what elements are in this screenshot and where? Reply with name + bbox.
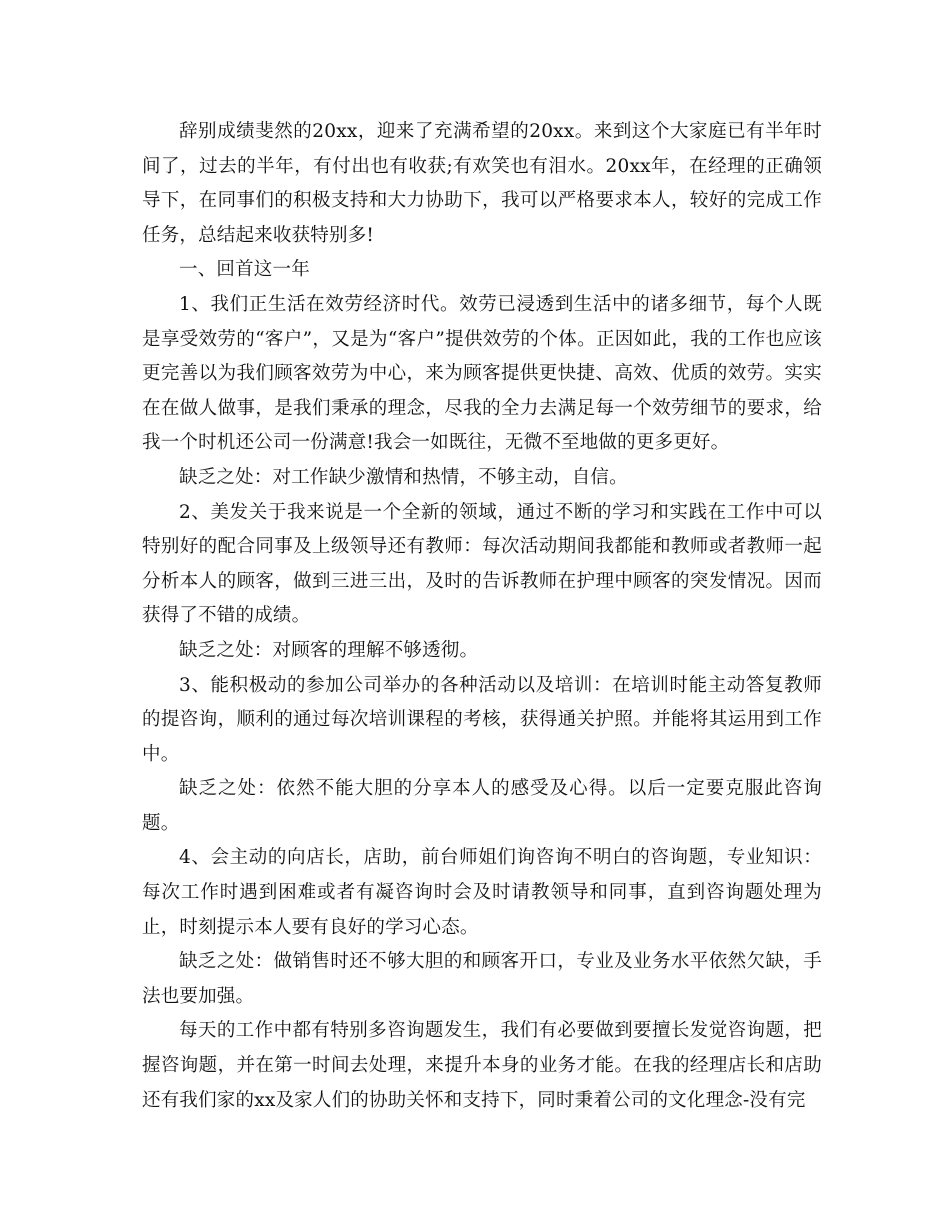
paragraph-item-2: 2、美发关于我来说是一个全新的领域，通过不断的学习和实践在工作中可以特别好的配合同事及上级领导还有教师：每次活动期间我都能和教师或者教师一起分析本人的顾客，做到三进三出，及时的告诉教师在护理中顾客的突发情况。因而获得了不错的成绩。 bbox=[142, 501, 822, 627]
paragraph-daily-work: 每天的工作中都有特别多咨询题发生，我们有必要做到要擅长发觉咨询题，把握咨询题，并在第一时间去处理，来提升本身的业务才能。在我的经理店长和店助还有我们家的xx及家人们的协助关怀和支持下，同时秉着公司的文化理念-没有完 bbox=[142, 1020, 822, 1111]
paragraph-shortcoming-4: 缺乏之处：做销售时还不够大胆的和顾客开口，专业及业务水平依然欠缺，手法也要加强。 bbox=[142, 951, 822, 1007]
paragraph-shortcoming-2: 缺乏之处：对顾客的理解不够透彻。 bbox=[179, 639, 479, 661]
paragraph-shortcoming-1: 缺乏之处：对工作缺少激情和热情，不够主动，自信。 bbox=[179, 466, 628, 488]
paragraph-item-3: 3、能积极动的参加公司举办的各种活动以及培训：在培训时能主动答复教师的提咨询，顺利的通过每次培训课程的考核，获得通关护照。并能将其运用到工作中。 bbox=[142, 674, 822, 765]
paragraph-intro: 辞别成绩斐然的20xx，迎来了充满希望的20xx。来到这个大家庭已有半年时间了，过去的半年，有付出也有收获;有欢笑也有泪水。20xx年，在经理的正确领导下，在同事们的积极支持和大力协助下，我可以严格要求本人，较好的完成工作任务，总结起来收获特别多! bbox=[142, 121, 822, 246]
section-heading-review: 一、回首这一年 bbox=[179, 259, 310, 281]
paragraph-shortcoming-3: 缺乏之处：依然不能大胆的分享本人的感受及心得。以后一定要克服此咨询题。 bbox=[142, 778, 822, 834]
paragraph-item-4: 4、会主动的向店长，店助，前台师姐们询咨询不明白的咨询题，专业知识：每次工作时遇到困难或者有凝咨询时会及时请教领导和同事，直到咨询题处理为止，时刻提示本人要有良好的学习心态。 bbox=[142, 847, 822, 938]
paragraph-item-1: 1、我们正生活在效劳经济时代。效劳已浸透到生活中的诸多细节，每个人既是享受效劳的“客户”，又是为“客户”提供效劳的个体。正因如此，我的工作也应该更完善以为我们顾客效劳为中心，来为顾客提供更快捷、高效、优质的效劳。实实在在做人做事，是我们秉承的理念，尽我的全力去满足每一个效劳细节的要求，给我一个时机还公司一份满意!我会一如既往，无微不至地做的更多更好。 bbox=[142, 293, 822, 454]
document-body bbox=[142, 115, 822, 1118]
